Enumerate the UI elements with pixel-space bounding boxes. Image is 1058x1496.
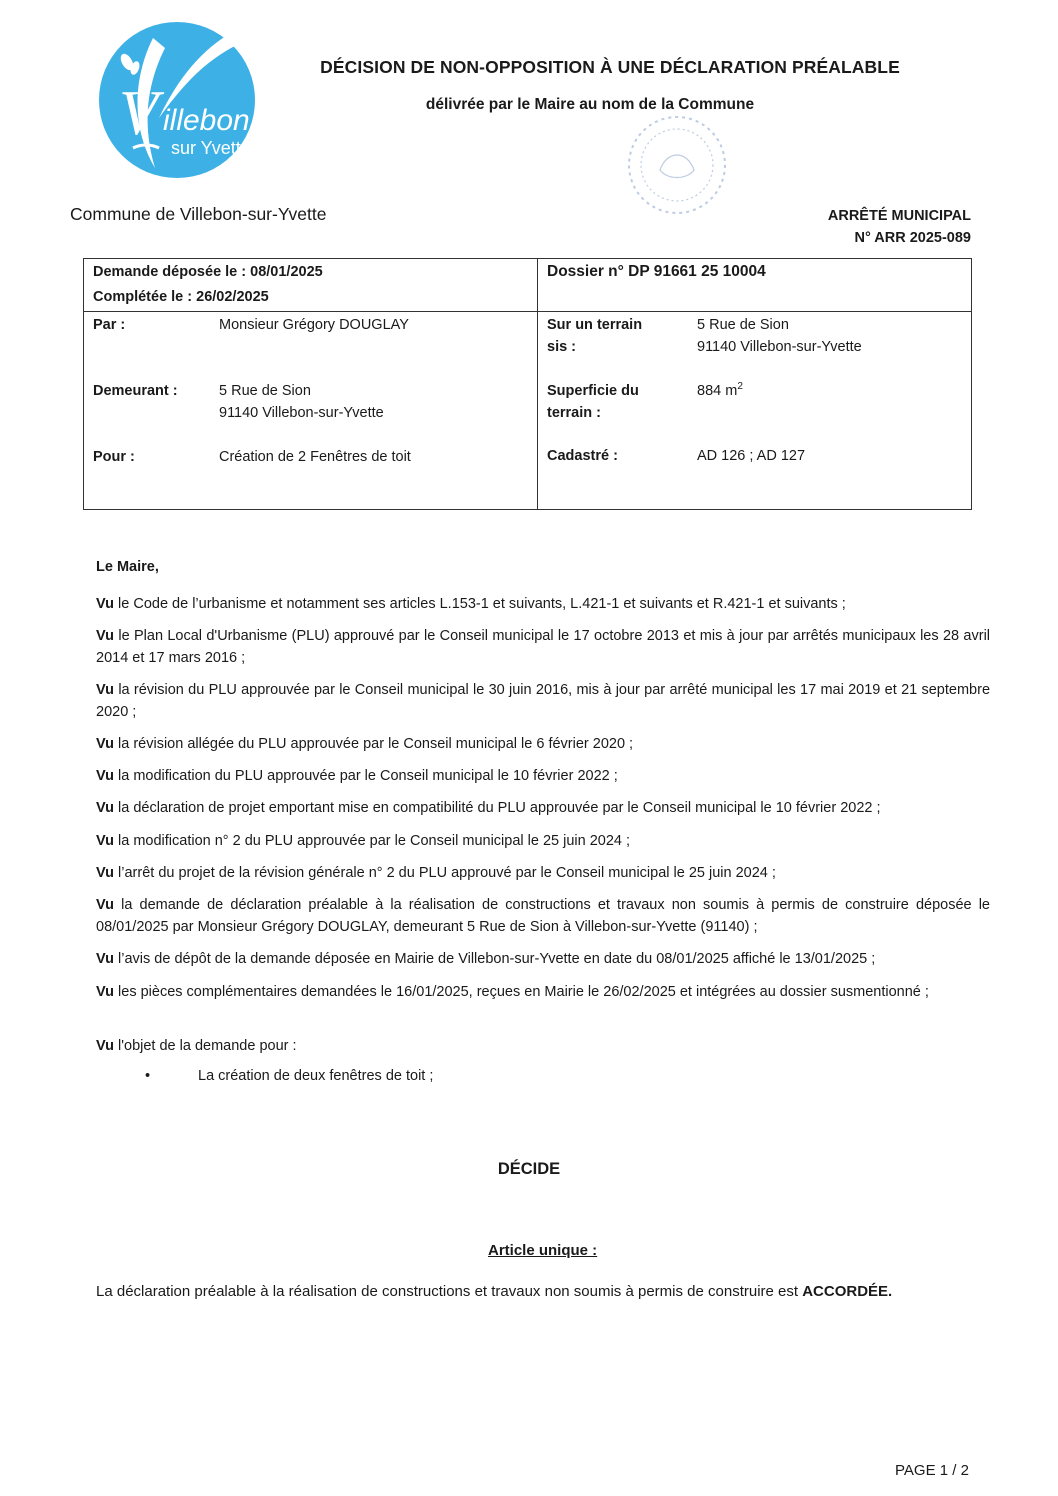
logo-text-sub: sur Yvette — [171, 138, 251, 158]
cadastre-label: Cadastré : — [547, 448, 618, 464]
terrain-line1: 5 Rue de Sion — [697, 317, 789, 333]
vu-word: Vu — [96, 800, 114, 816]
vu-paragraph-6 — [96, 797, 990, 819]
vu-text: l'objet de la demande pour : — [118, 1038, 297, 1054]
vu-word: Vu — [96, 951, 114, 967]
vu-word: Vu — [96, 865, 114, 881]
vu-text: la modification n° 2 du PLU approuvée par le Conseil municipal le 25 juin 2024 ; — [118, 833, 631, 849]
dossier-info-table — [83, 258, 972, 510]
vu-text: la révision allégée du PLU approuvée par le Conseil municipal le 6 février 2020 ; — [118, 736, 634, 752]
document-subtitle: délivrée par le Maire au nom de la Commune — [425, 96, 755, 113]
superficie-number: 884 m — [697, 383, 738, 399]
completee-date: Complétée le : 26/02/2025 — [93, 289, 269, 305]
vu-text: la demande de déclaration préalable à la réalisation de constructions et travaux non soumis à permis de construire déposée le 08/01/2025 par Monsieur Grégory DOUGLAY, demeurant 5 Rue de Sion à Villebon-sur-Yvette (91140) ; — [96, 897, 990, 935]
vu-paragraph-3 — [96, 679, 990, 723]
logo-initial: V — [119, 77, 159, 148]
vu-paragraph-12 — [96, 1035, 990, 1057]
pour-label: Pour : — [93, 449, 135, 465]
vu-paragraph-9 — [96, 894, 990, 938]
vu-word: Vu — [96, 682, 114, 698]
table-divider-horizontal — [84, 311, 971, 312]
vu-paragraph-4 — [96, 733, 990, 755]
vu-paragraph-1 — [96, 593, 990, 615]
vu-text: le Code de l’urbanisme et notamment ses articles L.153-1 et suivants, L.421-1 et suivants et R.421-1 et suivants ; — [118, 596, 846, 612]
article-heading: Article unique : — [488, 1242, 598, 1259]
vu-text: l’arrêt du projet de la révision générale n° 2 du PLU approuvé par le Conseil municipal le 25 juin 2024 ; — [118, 865, 776, 881]
terrain-label-2: sis : — [547, 339, 577, 355]
commune-name: Commune de Villebon-sur-Yvette — [70, 204, 327, 224]
logo-text-main: illebon — [163, 104, 250, 137]
vu-text: la déclaration de projet emportant mise en compatibilité du PLU approuvée par le Conseil municipal le 10 février 2022 ; — [118, 800, 881, 816]
vu-paragraph-5 — [96, 765, 990, 787]
vu-paragraph-2 — [96, 625, 990, 669]
bullet-item: La création de deux fenêtres de toit ; — [198, 1068, 434, 1084]
demeurant-line2: 91140 Villebon-sur-Yvette — [219, 405, 384, 421]
superficie-label-1: Superficie du — [547, 383, 639, 399]
table-divider-vertical — [537, 259, 538, 509]
villebon-logo — [93, 18, 261, 178]
superficie-unit-exponent: 2 — [737, 381, 743, 393]
par-value: Monsieur Grégory DOUGLAY — [219, 317, 409, 333]
dossier-number: Dossier n° DP 91661 25 10004 — [547, 263, 766, 280]
page-number: PAGE 1 / 2 — [895, 1462, 969, 1479]
vu-word: Vu — [96, 1038, 114, 1054]
superficie-label-2: terrain : — [547, 405, 601, 421]
arrete-title: ARRÊTÉ MUNICIPAL — [827, 208, 971, 224]
vu-paragraph-7 — [96, 830, 990, 852]
decision-outcome: ACCORDÉE. — [802, 1283, 893, 1300]
par-label: Par : — [93, 317, 126, 333]
vu-text: la révision du PLU approuvée par le Conseil municipal le 30 juin 2016, mis à jour par arrêté municipal les 17 mai 2019 et 21 septembre 2020 ; — [96, 682, 991, 720]
vu-paragraph-10 — [96, 948, 990, 970]
arrete-number: N° ARR 2025-089 — [854, 230, 971, 246]
superficie-value — [697, 380, 743, 402]
demande-date: Demande déposée le : 08/01/2025 — [93, 264, 323, 280]
terrain-line2: 91140 Villebon-sur-Yvette — [697, 339, 862, 355]
decide-heading: DÉCIDE — [497, 1160, 561, 1178]
terrain-label-1: Sur un terrain — [547, 317, 643, 333]
vu-text: la modification du PLU approuvée par le Conseil municipal le 10 février 2022 ; — [118, 768, 618, 784]
pour-value: Création de 2 Fenêtres de toit — [219, 449, 411, 465]
cadastre-value: AD 126 ; AD 127 — [697, 448, 806, 464]
demeurant-label: Demeurant : — [93, 383, 178, 399]
vu-word: Vu — [96, 596, 114, 612]
vu-word: Vu — [96, 897, 114, 913]
vu-word: Vu — [96, 628, 114, 644]
vu-text: le Plan Local d'Urbanisme (PLU) approuvé par le Conseil municipal le 17 octobre 2013 et mis à jour par arrêtés municipaux les 28 avril 2014 et 17 mars 2016 ; — [96, 628, 991, 666]
decision-sentence: La déclaration préalable à la réalisation de constructions et travaux non soumis à permis de construire est — [96, 1283, 803, 1300]
vu-paragraph-11 — [96, 981, 990, 1003]
vu-word: Vu — [96, 984, 114, 1000]
vu-word: Vu — [96, 736, 114, 752]
demeurant-line1: 5 Rue de Sion — [219, 383, 311, 399]
municipal-seal-stamp-icon — [622, 110, 732, 220]
vu-word: Vu — [96, 768, 114, 784]
decision-text — [96, 1283, 892, 1300]
arrete-reference — [790, 205, 971, 249]
vu-text: l’avis de dépôt de la demande déposée en Mairie de Villebon-sur-Yvette en date du 08/01/2025 affiché le 13/01/2025 ; — [118, 951, 876, 967]
bullet-icon: • — [145, 1068, 151, 1084]
le-maire: Le Maire, — [96, 559, 159, 575]
vu-text: les pièces complémentaires demandées le 16/01/2025, reçues en Mairie le 26/02/2025 et intégrées au dossier susmentionné ; — [118, 984, 929, 1000]
vu-paragraph-8 — [96, 862, 990, 884]
vu-word: Vu — [96, 833, 114, 849]
document-title: DÉCISION DE NON-OPPOSITION À UNE DÉCLARATION PRÉALABLE — [320, 57, 900, 77]
